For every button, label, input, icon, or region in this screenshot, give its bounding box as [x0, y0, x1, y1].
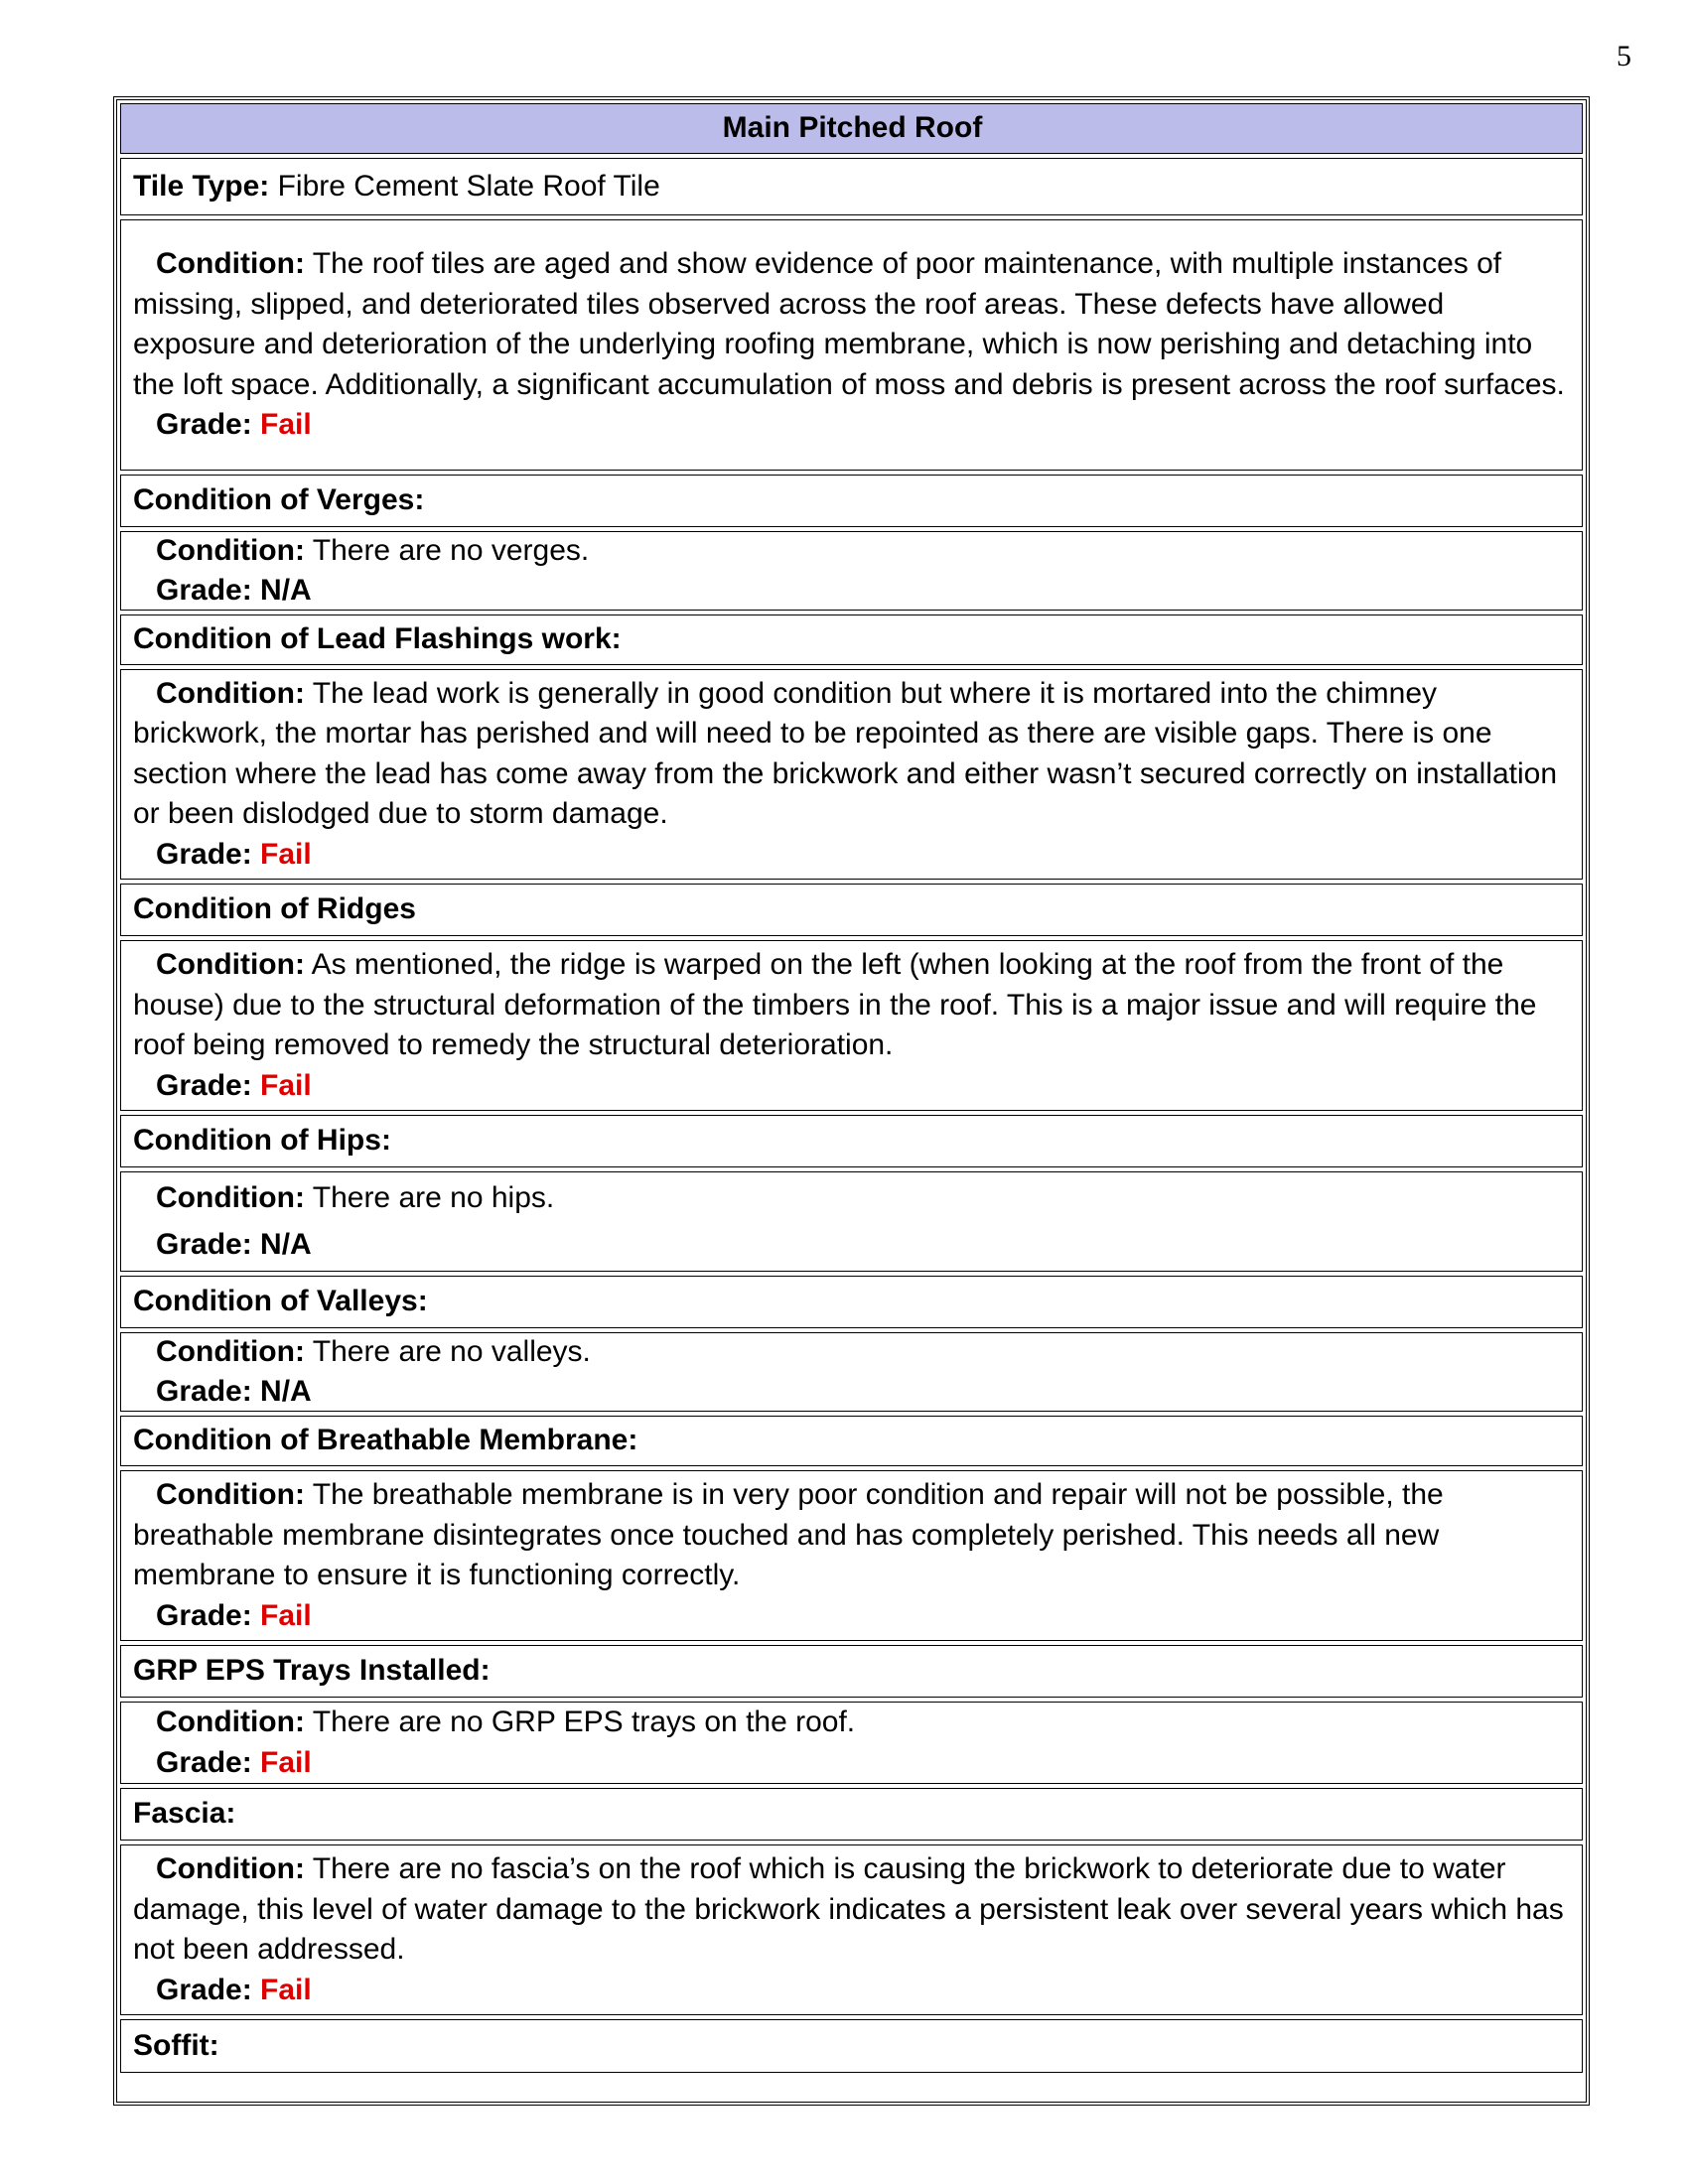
hips-heading-row [120, 1115, 1583, 1167]
ridges-heading-row [120, 884, 1583, 936]
membrane-grade: Fail [260, 1598, 312, 1632]
grp-heading-row [120, 1645, 1583, 1698]
hips-condition-row [120, 1171, 1583, 1272]
tile-type-value: Fibre Cement Slate Roof Tile [269, 169, 660, 203]
tile-condition-text: The roof tiles are aged and show evidence of poor maintenance, with multiple instances of missing, slipped, and deteriorated tiles observed across the roof areas. These defects have allowed exposure and deterioration of the underlying roofing membrane, which is now perishing and detaching into the loft space. Additionally, a significant accumulation of moss and debris is present across the roof surfaces. [133, 247, 1565, 401]
condition-label: Condition: [156, 1334, 305, 1368]
membrane-heading-row [120, 1416, 1583, 1466]
verges-grade: Grade: N/A [156, 574, 312, 607]
grp-condition-row [120, 1702, 1583, 1784]
ridges-text: As mentioned, the ridge is warped on the left (when looking at the roof from the front of the house) due to the structural deformation of the timbers in the roof. This is a major issue and will require the roof being removed to remedy the structural deterioration. [133, 948, 1537, 1061]
condition-label: Condition: [156, 676, 305, 710]
condition-label: Condition: [156, 247, 305, 281]
membrane-condition-row [120, 1470, 1583, 1641]
lead-condition-row [120, 669, 1583, 880]
lead-grade: Fail [260, 837, 312, 871]
grp-text: There are no GRP EPS trays on the roof. [304, 1706, 856, 1738]
hips-grade: Grade: N/A [156, 1227, 312, 1261]
grade-label: Grade: [156, 1745, 252, 1779]
condition-label: Condition: [156, 948, 305, 981]
lead-title: Condition of Lead Flashings work: [133, 622, 622, 656]
soffit-heading-row [120, 2019, 1583, 2073]
membrane-title: Condition of Breathable Membrane: [133, 1424, 638, 1457]
ridges-title: Condition of Ridges [133, 892, 416, 926]
soffit-title: Soffit: [133, 2028, 219, 2062]
membrane-text: The breathable membrane is in very poor condition and repair will not be possible, the breathable membrane disintegrates once touched and has completely perished. This needs all new membrane to ensure it is functioning correctly. [133, 1478, 1444, 1591]
lead-text: The lead work is generally in good condition but where it is mortared into the chimney brickwork, the mortar has perished and will need to be repointed as there are visible gaps. There is one section where the lead has come away from the brickwork and either wasn’t secured correctly on installation or been dislodged due to storm damage. [133, 676, 1558, 831]
condition-label: Condition: [156, 1478, 305, 1511]
lead-heading-row [120, 614, 1583, 665]
verges-condition-row [120, 531, 1583, 611]
grade-label: Grade: [156, 1598, 252, 1632]
tile-type-row [120, 158, 1583, 215]
fascia-heading-row [120, 1788, 1583, 1841]
ridges-grade: Fail [260, 1068, 312, 1102]
grade-label: Grade: [156, 408, 252, 442]
tile-type-label: Tile Type: [133, 169, 270, 203]
verges-title: Condition of Verges: [133, 483, 425, 517]
valleys-text: There are no valleys. [304, 1334, 591, 1368]
grp-grade: Fail [260, 1745, 312, 1779]
section-heading [120, 103, 1583, 154]
valleys-grade: Grade: N/A [156, 1375, 312, 1408]
hips-title: Condition of Hips: [133, 1124, 391, 1158]
verges-text: There are no verges. [304, 533, 590, 567]
tile-condition-row [120, 219, 1583, 471]
grp-title: GRP EPS Trays Installed: [133, 1654, 491, 1688]
valleys-title: Condition of Valleys: [133, 1285, 428, 1318]
fascia-condition-row [120, 1844, 1583, 2015]
grade-label: Grade: [156, 837, 252, 871]
hips-text: There are no hips. [304, 1181, 555, 1214]
fascia-text: There are no fascia’s on the roof which is causing the brickwork to deteriorate due to water damage, this level of water damage to the brickwork indicates a persistent leak over several years which has not been addressed. [133, 1852, 1564, 1966]
fascia-title: Fascia: [133, 1797, 236, 1831]
grade-label: Grade: [156, 1068, 252, 1102]
tile-grade: Fail [260, 408, 312, 442]
section-title: Main Pitched Roof [722, 111, 983, 145]
condition-label: Condition: [156, 1706, 305, 1738]
condition-label: Condition: [156, 533, 305, 567]
page-number: 5 [1617, 40, 1631, 72]
condition-label: Condition: [156, 1181, 305, 1214]
ridges-condition-row [120, 940, 1583, 1111]
condition-label: Condition: [156, 1852, 305, 1885]
verges-heading-row [120, 475, 1583, 527]
valleys-condition-row [120, 1332, 1583, 1412]
fascia-grade: Fail [260, 1973, 312, 2006]
grade-label: Grade: [156, 1973, 252, 2006]
valleys-heading-row [120, 1276, 1583, 1328]
roof-inspection-table [113, 96, 1590, 2106]
